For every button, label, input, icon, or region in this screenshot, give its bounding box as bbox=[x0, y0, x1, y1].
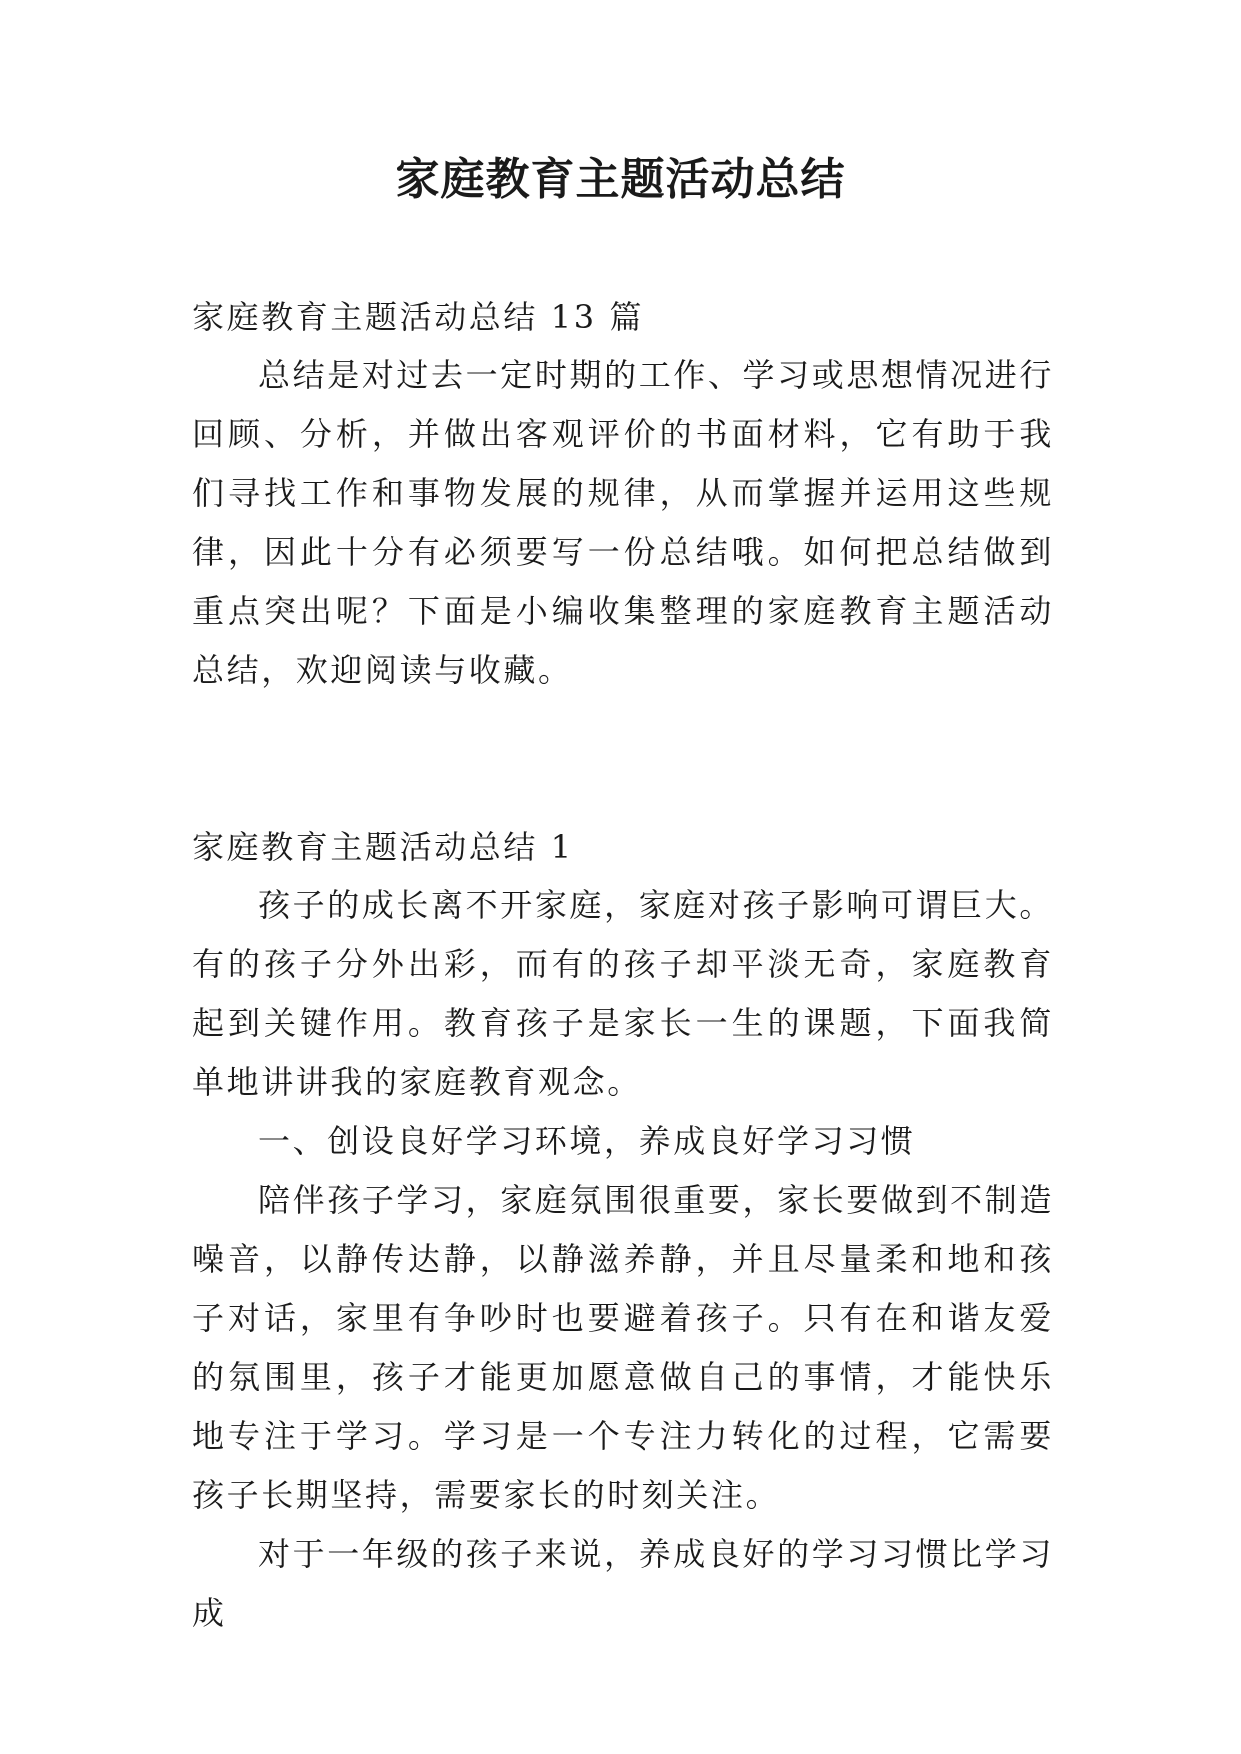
document-title: 家庭教育主题活动总结 bbox=[395, 154, 846, 205]
section-paragraph: 陪伴孩子学习，家庭氛围很重要，家长要做到不制造噪音，以静传达静，以静滋养静，并且尽量柔和地和孩子对话，家里有争吵时也要避着孩子。只有在和谐友爱的氛围里，孩子才能更加愿意做自己的事情，才能快乐地专注于学习。学习是一个专注力转化的过程，它需要孩子长期坚持，需要家长的时刻关注。 bbox=[192, 1181, 1054, 1514]
section-paragraph: 对于一年级的孩子来说，养成良好的学习习惯比学习成 bbox=[192, 1535, 1054, 1632]
document-subtitle: 家庭教育主题活动总结 13 篇 bbox=[192, 298, 645, 336]
section-body bbox=[192, 876, 1054, 1643]
section-paragraph: 孩子的成长离不开家庭，家庭对孩子影响可谓巨大。有的孩子分外出彩，而有的孩子却平淡无奇，家庭教育起到关键作用。教育孩子是家长一生的课题，下面我简单地讲讲我的家庭教育观念。 bbox=[192, 886, 1054, 1101]
section-subheading: 一、创设良好学习环境，养成良好学习习惯 bbox=[258, 1122, 916, 1160]
section-heading: 家庭教育主题活动总结 1 bbox=[192, 828, 574, 866]
intro-paragraph: 总结是对过去一定时期的工作、学习或思想情况进行回顾、分析，并做出客观评价的书面材料，它有助于我们寻找工作和事物发展的规律，从而掌握并运用这些规律，因此十分有必须要写一份总结哦。如何把总结做到重点突出呢？下面是小编收集整理的家庭教育主题活动总结，欢迎阅读与收藏。 bbox=[192, 356, 1054, 689]
